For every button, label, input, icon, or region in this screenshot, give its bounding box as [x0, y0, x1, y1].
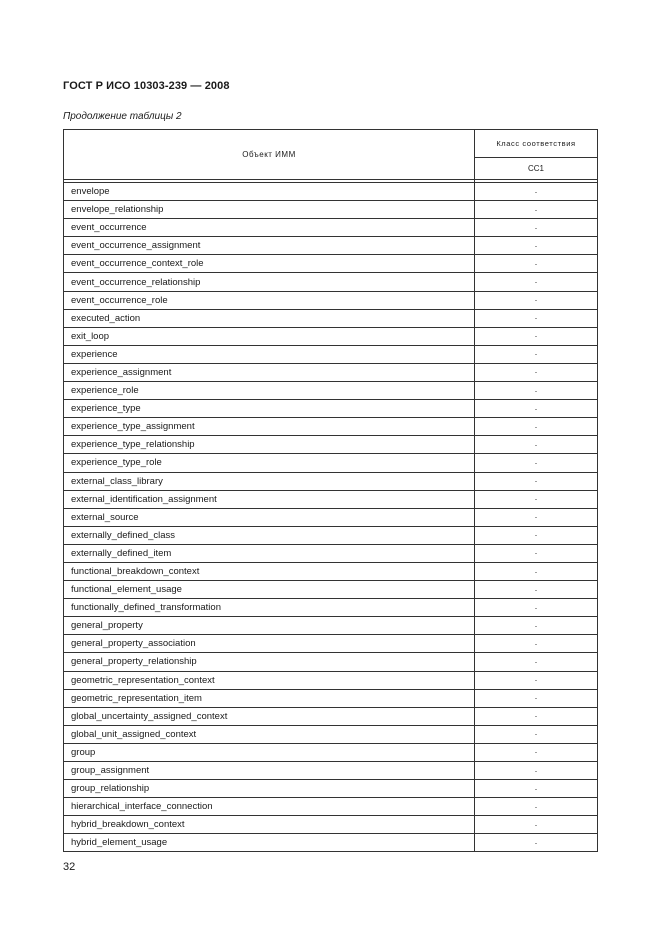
column-header-object: Объект ИММ — [64, 130, 475, 180]
cc1-mark: · — [475, 183, 598, 201]
table-row — [64, 743, 598, 761]
cc1-mark: · — [475, 689, 598, 707]
table-row — [64, 219, 598, 237]
table-row — [64, 707, 598, 725]
table-row — [64, 780, 598, 798]
table-row — [64, 436, 598, 454]
entity-name: experience_type_relationship — [64, 436, 475, 454]
table-row — [64, 363, 598, 381]
table-row — [64, 273, 598, 291]
cc1-mark: · — [475, 816, 598, 834]
cc1-mark: · — [475, 581, 598, 599]
entity-name: geometric_representation_item — [64, 689, 475, 707]
table-row — [64, 544, 598, 562]
entity-name: envelope — [64, 183, 475, 201]
entity-name: event_occurrence — [64, 219, 475, 237]
cc1-mark: · — [475, 472, 598, 490]
table-row — [64, 762, 598, 780]
cc1-mark: · — [475, 780, 598, 798]
cc1-mark: · — [475, 490, 598, 508]
entity-name: external_source — [64, 508, 475, 526]
table-row — [64, 400, 598, 418]
entity-name: experience_type_assignment — [64, 418, 475, 436]
cc1-mark: · — [475, 635, 598, 653]
entity-name: general_property_association — [64, 635, 475, 653]
entity-name: event_occurrence_role — [64, 291, 475, 309]
table-row — [64, 725, 598, 743]
document-header: ГОСТ Р ИСО 10303-239 — 2008 — [63, 80, 230, 92]
entity-name: general_property_relationship — [64, 653, 475, 671]
cc1-mark: · — [475, 418, 598, 436]
cc1-mark: · — [475, 508, 598, 526]
entity-name: externally_defined_class — [64, 526, 475, 544]
entity-name: experience_type — [64, 400, 475, 418]
table-row — [64, 617, 598, 635]
entity-name: envelope_relationship — [64, 201, 475, 219]
cc1-mark: · — [475, 363, 598, 381]
table-row — [64, 490, 598, 508]
cc1-mark: · — [475, 291, 598, 309]
cc1-mark: · — [475, 201, 598, 219]
cc1-mark: · — [475, 743, 598, 761]
conformance-table — [63, 129, 598, 852]
entity-name: experience_assignment — [64, 363, 475, 381]
table-row — [64, 237, 598, 255]
table-row — [64, 599, 598, 617]
cc1-mark: · — [475, 544, 598, 562]
cc1-mark: · — [475, 671, 598, 689]
entity-name: geometric_representation_context — [64, 671, 475, 689]
entity-name: functionally_defined_transformation — [64, 599, 475, 617]
entity-name: externally_defined_item — [64, 544, 475, 562]
entity-name: global_unit_assigned_context — [64, 725, 475, 743]
entity-name: experience — [64, 345, 475, 363]
cc1-mark: · — [475, 345, 598, 363]
entity-name: event_occurrence_relationship — [64, 273, 475, 291]
cc1-mark: · — [475, 237, 598, 255]
cc1-mark: · — [475, 599, 598, 617]
cc1-mark: · — [475, 653, 598, 671]
cc1-mark: · — [475, 327, 598, 345]
table-caption: Продолжение таблицы 2 — [63, 111, 182, 122]
table-row — [64, 526, 598, 544]
table-row — [64, 345, 598, 363]
table-row — [64, 581, 598, 599]
table-row — [64, 418, 598, 436]
entity-name: external_identification_assignment — [64, 490, 475, 508]
page-number: 32 — [63, 861, 76, 873]
table-row — [64, 635, 598, 653]
cc1-mark: · — [475, 834, 598, 852]
entity-name: external_class_library — [64, 472, 475, 490]
table-row — [64, 183, 598, 201]
cc1-mark: · — [475, 617, 598, 635]
entity-name: hybrid_element_usage — [64, 834, 475, 852]
table-row — [64, 671, 598, 689]
entity-name: functional_breakdown_context — [64, 562, 475, 580]
table-row — [64, 689, 598, 707]
table-row — [64, 201, 598, 219]
cc1-mark: · — [475, 309, 598, 327]
table-row — [64, 653, 598, 671]
entity-name: experience_role — [64, 382, 475, 400]
entity-name: experience_type_role — [64, 454, 475, 472]
table-row — [64, 472, 598, 490]
table-row — [64, 508, 598, 526]
table-row — [64, 834, 598, 852]
column-header-class: Класс соответствия — [475, 130, 598, 158]
cc1-mark: · — [475, 255, 598, 273]
table-row — [64, 327, 598, 345]
entity-name: general_property — [64, 617, 475, 635]
entity-name: group_relationship — [64, 780, 475, 798]
table-row — [64, 309, 598, 327]
entity-name: hybrid_breakdown_context — [64, 816, 475, 834]
cc1-mark: · — [475, 707, 598, 725]
cc1-mark: · — [475, 762, 598, 780]
cc1-mark: · — [475, 273, 598, 291]
cc1-mark: · — [475, 454, 598, 472]
entity-name: event_occurrence_context_role — [64, 255, 475, 273]
cc1-mark: · — [475, 400, 598, 418]
entity-name: event_occurrence_assignment — [64, 237, 475, 255]
cc1-mark: · — [475, 725, 598, 743]
entity-name: global_uncertainty_assigned_context — [64, 707, 475, 725]
entity-name: executed_action — [64, 309, 475, 327]
cc1-mark: · — [475, 562, 598, 580]
cc1-mark: · — [475, 526, 598, 544]
entity-name: hierarchical_interface_connection — [64, 798, 475, 816]
cc1-mark: · — [475, 219, 598, 237]
table-row — [64, 382, 598, 400]
table-row — [64, 255, 598, 273]
cc1-mark: · — [475, 382, 598, 400]
table-row — [64, 562, 598, 580]
cc1-mark: · — [475, 798, 598, 816]
table-row — [64, 291, 598, 309]
table-row — [64, 454, 598, 472]
entity-name: group — [64, 743, 475, 761]
entity-name: group_assignment — [64, 762, 475, 780]
entity-name: functional_element_usage — [64, 581, 475, 599]
table-row — [64, 798, 598, 816]
column-header-cc1: CC1 — [475, 157, 598, 179]
cc1-mark: · — [475, 436, 598, 454]
table-row — [64, 816, 598, 834]
entity-name: exit_loop — [64, 327, 475, 345]
